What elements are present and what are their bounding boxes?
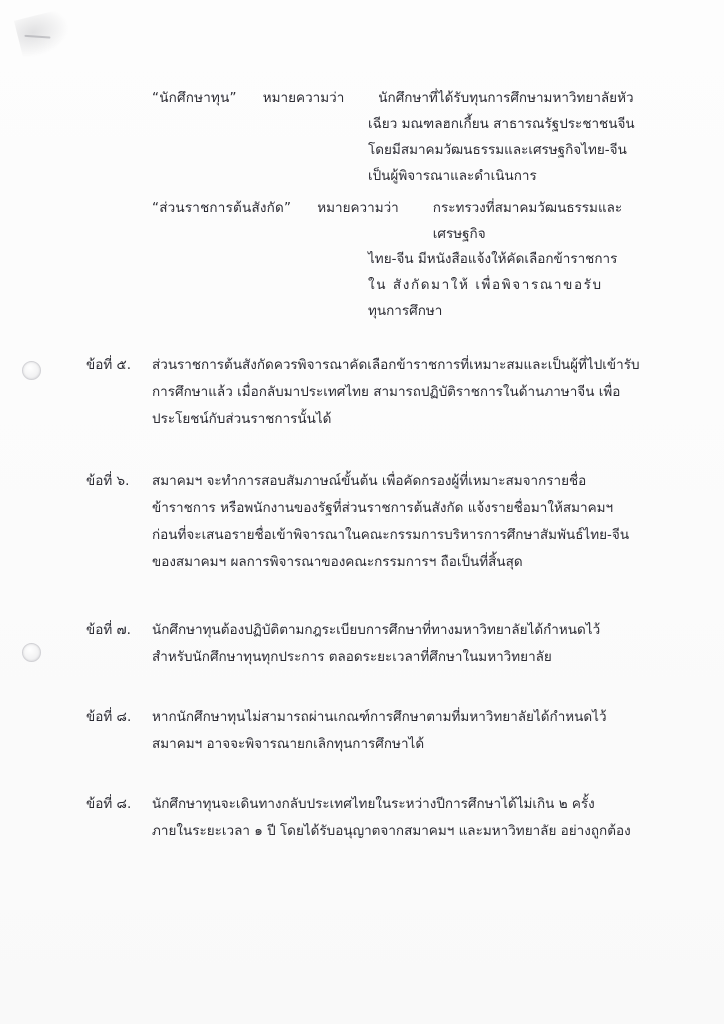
clause-text bbox=[152, 468, 670, 576]
clause-line: ภายในระยะเวลา ๑ ปี โดยได้รับอนุญาตจากสมาคมฯ และมหาวิทยาลัย อย่างถูกต้อง bbox=[152, 823, 631, 839]
clause-item bbox=[86, 704, 670, 758]
clause-number: ข้อที่ ๘. bbox=[86, 709, 132, 725]
clause-item bbox=[86, 468, 670, 576]
definition-body-line-1: กระทรวงที่สมาคมวัฒนธรรมและเศรษฐกิจ bbox=[432, 199, 623, 242]
definition-body-line-3: โดยมีสมาคมวัฒนธรรมและเศรษฐกิจไทย-จีน bbox=[368, 141, 627, 158]
clause-line: ข้าราชการ หรือพนักงานของรัฐที่ส่วนราชการต้นสังกัด แจ้งรายชื่อมาให้สมาคมฯ bbox=[152, 500, 614, 516]
clause-line: การศึกษาแล้ว เมื่อกลับมาประเทศไทย สามารถปฏิบัติราชการในด้านภาษาจีน เพื่อ bbox=[152, 384, 621, 400]
clause-line: ก่อนที่จะเสนอรายชื่อเข้าพิจารณาในคณะกรรมการบริหารการศึกษาสัมพันธ์ไทย-จีน bbox=[152, 527, 630, 543]
clause-line: สำหรับนักศึกษาทุนทุกประการ ตลอดระยะเวลาที่ศึกษาในมหาวิทยาลัย bbox=[152, 649, 552, 665]
clause-line: นักศึกษาทุนต้องปฏิบัติตามกฎระเบียบการศึกษาที่ทางมหาวิทยาลัยได้กำหนดไว้ bbox=[152, 622, 601, 638]
definition-means-label: หมายความว่า bbox=[262, 90, 345, 106]
clause-line: ส่วนราชการต้นสังกัดควรพิจารณาคัดเลือกข้าราชการที่เหมาะสมและเป็นผู้ที่ไปเข้ารับ bbox=[152, 357, 640, 373]
clause-line: นักศึกษาทุนจะเดินทางกลับประเทศไทยในระหว่างปีการศึกษาได้ไม่เกิน ๒ ครั้ง bbox=[152, 796, 595, 812]
clause-line: ประโยชน์กับส่วนราชการนั้นได้ bbox=[152, 411, 332, 427]
clause-number: ข้อที่ ๗. bbox=[86, 622, 131, 638]
clause-line: สมาคมฯ จะทำการสอบสัมภาษณ์ขั้นต้น เพื่อคัดกรองผู้ที่เหมาะสมจากรายชื่อ bbox=[152, 473, 587, 489]
clause-line: ของสมาคมฯ ผลการพิจารณาของคณะกรรมการฯ ถือเป็นที่สิ้นสุด bbox=[152, 554, 523, 570]
clause-text bbox=[152, 352, 670, 433]
definition-entry-scholarship-student bbox=[152, 86, 668, 190]
definition-body-line-2: ไทย-จีน มีหนังสือแจ้งให้คัดเลือกข้าราชการ bbox=[368, 251, 618, 268]
definition-body-line-2: เฉียว มณฑลฮกเกี้ยน สาธารณรัฐประชาชนจีน bbox=[368, 115, 635, 132]
clause-text bbox=[152, 791, 670, 845]
clause-text bbox=[152, 617, 670, 671]
clause-number: ข้อที่ ๕. bbox=[86, 357, 132, 373]
clause-item bbox=[86, 791, 670, 845]
clause-item bbox=[86, 617, 670, 671]
definition-term: “ส่วนราชการต้นสังกัด” bbox=[152, 199, 292, 216]
definitions-block bbox=[152, 86, 668, 325]
definition-body-line-1: นักศึกษาที่ได้รับทุนการศึกษามหาวิทยาลัยหัว bbox=[378, 90, 634, 106]
definition-entry-home-agency bbox=[152, 196, 668, 326]
clause-line: สมาคมฯ อาจจะพิจารณายกเลิกทุนการศึกษาได้ bbox=[152, 736, 425, 752]
clause-line: หากนักศึกษาทุนไม่สามารถผ่านเกณฑ์การศึกษาตามที่มหาวิทยาลัยได้กำหนดไว้ bbox=[152, 709, 607, 725]
definition-term: “นักศึกษาทุน” bbox=[152, 90, 237, 106]
clause-number: ข้อที่ ๘. bbox=[86, 796, 132, 812]
clause-text bbox=[152, 704, 670, 758]
definition-body-line-4: ทุนการศึกษา bbox=[368, 303, 443, 320]
clause-item bbox=[86, 352, 670, 433]
definition-body-line-4: เป็นผู้พิจารณาและดำเนินการ bbox=[368, 167, 537, 184]
definition-means-label: หมายความว่า bbox=[317, 199, 399, 216]
definition-body-line-3: ใน สังกัดมาให้ เพื่อพิจารณาขอรับ bbox=[368, 277, 603, 294]
clause-number: ข้อที่ ๖. bbox=[86, 473, 130, 489]
